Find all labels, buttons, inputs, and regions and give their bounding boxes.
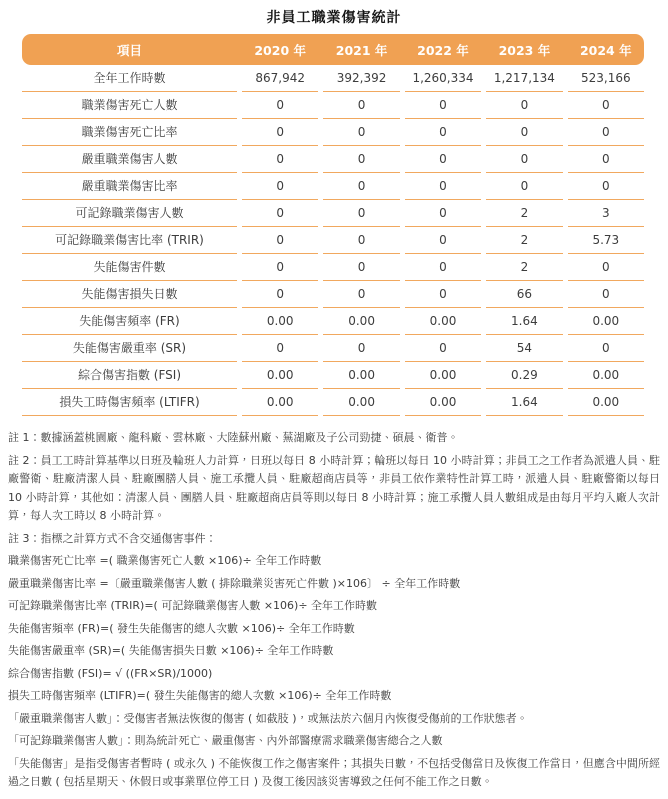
row-label: 失能傷害件數: [22, 254, 237, 281]
row-value: 0: [405, 254, 481, 281]
row-value: 0: [323, 200, 399, 227]
table-row: [22, 173, 644, 200]
definition-disabling-injury: 「失能傷害」是指受傷害者暫時 ( 或永久 ) 不能恢復工作之傷害案件；其損失日數，不包括受傷當日及恢復工作當日，但應含中間所經過之日數 ( 包括星期天、休假日或事業單位停工日 ) 及復工後因該災害導致之任何不能工作之日數。: [8, 756, 660, 788]
row-value: 0.00: [242, 362, 318, 389]
page-title: 非員工職業傷害統計: [266, 10, 402, 26]
row-value: 0: [405, 281, 481, 308]
row-value: 1.64: [486, 389, 562, 416]
table-header-row: [22, 34, 644, 65]
row-value: 0: [568, 146, 644, 173]
table-row: [22, 65, 644, 92]
definition-severe-injury: 「嚴重職業傷害人數」：受傷害者無法恢復的傷害 ( 如截肢 )，或無法於六個月內恢復受傷前的工作狀態者。: [8, 711, 528, 725]
row-value: 1.64: [486, 308, 562, 335]
row-value: 0.00: [242, 389, 318, 416]
row-value: 0: [486, 92, 562, 119]
row-label: 可記錄職業傷害比率 (TRIR): [22, 227, 237, 254]
row-value: 0.29: [486, 362, 562, 389]
row-value: 0.00: [405, 362, 481, 389]
row-value: 5.73: [568, 227, 644, 254]
row-value: 0: [242, 92, 318, 119]
row-value: 0: [405, 119, 481, 146]
row-value: 0: [486, 146, 562, 173]
table-row: [22, 308, 644, 335]
row-value: 0: [242, 254, 318, 281]
row-value: 1,260,334: [405, 65, 481, 92]
row-value: 0: [486, 173, 562, 200]
row-value: 0: [323, 227, 399, 254]
table-row: [22, 254, 644, 281]
row-label: 失能傷害嚴重率 (SR): [22, 335, 237, 362]
row-value: 392,392: [323, 65, 399, 92]
header-cell-year: 2022 年: [417, 42, 469, 58]
row-value: 0: [323, 146, 399, 173]
row-value: 0: [405, 173, 481, 200]
header-cell-year: 2023 年: [498, 42, 551, 58]
formula-ltifr: 損失工時傷害頻率 (LTIFR)=( 發生失能傷害的總人次數 ×106)÷ 全年工作時數: [8, 689, 392, 702]
row-value: 0: [242, 335, 318, 362]
row-value: 0: [242, 146, 318, 173]
table-row: [22, 281, 644, 308]
formula-sr: 失能傷害嚴重率 (SR)=( 失能傷害損失日數 ×106)÷ 全年工作時數: [8, 644, 334, 657]
row-value: 1,217,134: [486, 65, 562, 92]
row-value: 0.00: [405, 389, 481, 416]
row-value: 2: [486, 200, 562, 227]
row-value: 2: [486, 254, 562, 281]
row-value: 0: [405, 227, 481, 254]
row-value: 0: [323, 254, 399, 281]
injury-stats-table: [22, 34, 644, 416]
row-label: 失能傷害損失日數: [22, 281, 237, 308]
table-row: [22, 92, 644, 119]
row-value: 0: [323, 335, 399, 362]
row-value: 0: [323, 119, 399, 146]
row-value: 0: [242, 227, 318, 254]
row-value: 0: [405, 335, 481, 362]
formula-fsi: 綜合傷害指數 (FSI)= √ ((FR×SR)/1000): [8, 666, 213, 680]
row-value: 0: [568, 254, 644, 281]
row-value: 2: [486, 227, 562, 254]
formula-severe-injury-rate: 嚴重職業傷害比率 =〔嚴重職業傷害人數 ( 排除職業災害死亡件數 )×106〕 ÷ 全年工作時數: [8, 576, 461, 590]
row-label: 損失工時傷害頻率 (LTIFR): [22, 389, 237, 416]
header-cell-item: 項目: [116, 42, 142, 58]
row-value: 0.00: [242, 308, 318, 335]
table-row: [22, 227, 644, 254]
row-value: 0: [242, 200, 318, 227]
note-1: 註 1：數據涵蓋桃園廠、龍科廠、雲林廠、大陸蘇州廠、蕪湖廠及子公司勁捷、碩晨、衛普。: [8, 431, 459, 444]
row-value: 3: [568, 200, 644, 227]
row-label: 可記錄職業傷害人數: [22, 200, 237, 227]
formula-fatality-rate: 職業傷害死亡比率 =( 職業傷害死亡人數 ×106)÷ 全年工作時數: [8, 554, 322, 567]
row-value: 0: [568, 92, 644, 119]
row-value: 0.00: [405, 308, 481, 335]
row-value: 0: [405, 92, 481, 119]
row-value: 0: [242, 281, 318, 308]
row-value: 0: [323, 281, 399, 308]
row-value: 867,942: [242, 65, 318, 92]
header-cell-year: 2020 年: [254, 42, 307, 58]
row-value: 0: [405, 200, 481, 227]
row-value: 0.00: [568, 308, 644, 335]
row-value: 0: [242, 119, 318, 146]
row-value: 0: [405, 146, 481, 173]
table-row: [22, 200, 644, 227]
row-value: 0.00: [323, 389, 399, 416]
definition-recordable-injury: 「可記錄職業傷害人數」：則為統計死亡、嚴重傷害、內外部醫療需求職業傷害總合之人數: [8, 734, 443, 747]
row-value: 0.00: [323, 362, 399, 389]
row-label: 失能傷害頻率 (FR): [22, 308, 237, 335]
table-row: [22, 146, 644, 173]
row-value: 0.00: [568, 362, 644, 389]
formula-fr: 失能傷害頻率 (FR)=( 發生失能傷害的總人次數 ×106)÷ 全年工作時數: [8, 621, 355, 635]
row-value: 0: [568, 281, 644, 308]
note-3: 註 3：指標之計算方式不含交通傷害事件：: [8, 531, 217, 545]
row-label: 職業傷害死亡人數: [22, 92, 237, 119]
note-2: 註 2：員工工時計算基準以日班及輪班人力計算，日班以每日 8 小時計算；輪班以每日 10 小時計算；非員工之工作者為派遣人員、駐廠警衛、駐廠清潔人員、駐廠團膳人員、施工承攬人員、駐廠超商店員等，非員工依作業特性計算工時，派遣人員、駐廠警衛以每日 10 小時計算，其他如：清潔人員、團膳人員、駐廠超商店員等則以每日 8 小時計算；施工承攬人員人數組成是由每月平均入廠人次計算，每人次工時以 8 小時計算。: [8, 453, 660, 522]
row-label: 職業傷害死亡比率: [22, 119, 237, 146]
table-row: [22, 119, 644, 146]
row-label: 全年工作時數: [22, 65, 237, 92]
header-cell-year: 2024 年: [579, 42, 632, 58]
table-body: [22, 65, 644, 416]
row-value: 0.00: [568, 389, 644, 416]
row-value: 523,166: [568, 65, 644, 92]
row-value: 0: [568, 335, 644, 362]
row-value: 0: [242, 173, 318, 200]
row-value: 0: [568, 173, 644, 200]
row-value: 54: [486, 335, 562, 362]
table-row: [22, 335, 644, 362]
row-value: 0: [323, 92, 399, 119]
row-label: 嚴重職業傷害比率: [22, 173, 237, 200]
row-value: 0: [323, 173, 399, 200]
formula-trir: 可記錄職業傷害比率 (TRIR)=( 可記錄職業傷害人數 ×106)÷ 全年工作時數: [8, 599, 378, 612]
notes-section: [8, 429, 660, 792]
row-value: 66: [486, 281, 562, 308]
row-label: 嚴重職業傷害人數: [22, 146, 237, 173]
table-row: [22, 362, 644, 389]
header-cell-year: 2021 年: [335, 42, 388, 58]
table-row: [22, 389, 644, 416]
row-value: 0.00: [323, 308, 399, 335]
row-label: 綜合傷害指數 (FSI): [22, 362, 237, 389]
row-value: 0: [568, 119, 644, 146]
row-value: 0: [486, 119, 562, 146]
